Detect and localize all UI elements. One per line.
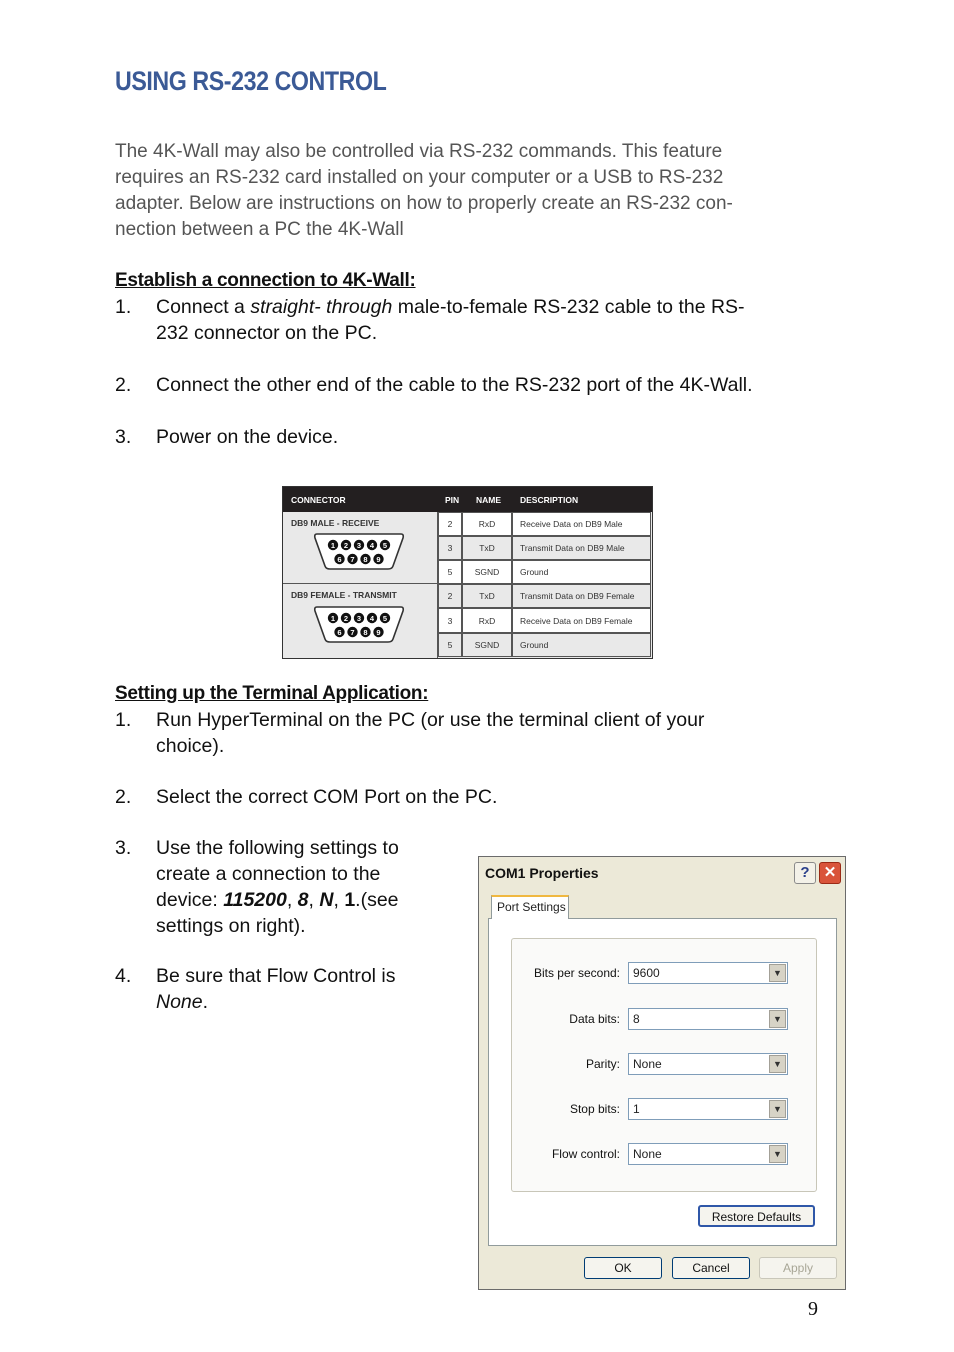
name-cell: RxD [462, 512, 512, 536]
description-cell: Receive Data on DB9 Female [512, 608, 651, 633]
page-title: USING RS-232 CONTROL [115, 66, 387, 96]
dialog-title: COM1 Properties [485, 865, 599, 881]
chevron-down-icon[interactable]: ▼ [769, 1010, 786, 1028]
setting-stop-bits: 1 [344, 889, 356, 911]
list-text: Power on the device. [156, 426, 339, 448]
list-item [115, 424, 835, 450]
pin-number: 9 [376, 628, 381, 637]
field-label: Parity: [585, 1057, 620, 1071]
field-label: Stop bits: [569, 1102, 620, 1116]
name-cell: TxD [462, 584, 512, 608]
field-label: Bits per second: [533, 966, 620, 980]
stop-bits-select[interactable] [628, 1098, 788, 1120]
list-text: Use the following settings to [156, 837, 399, 859]
list-text: settings on right). [156, 915, 306, 937]
select-value: 8 [633, 1012, 640, 1026]
intro-line: requires an RS-232 card installed on your computer or a USB to RS-232 [115, 167, 724, 188]
header-pin: PIN [445, 495, 460, 505]
list-text: 232 connector on the PC. [156, 322, 378, 344]
pin-number: 7 [350, 555, 355, 564]
select-value: None [633, 1057, 662, 1071]
list-text: Be sure that Flow Control is [156, 965, 396, 987]
emphasis: None [156, 991, 203, 1013]
pin-number: 2 [343, 614, 349, 623]
pin-number: 3 [356, 541, 362, 550]
connector-label-female: DB9 FEMALE - TRANSMIT [291, 590, 397, 600]
db9-female-connector-icon [313, 604, 405, 644]
separator: , [308, 889, 320, 911]
field-label: Flow control: [551, 1147, 620, 1161]
list-item [115, 707, 835, 759]
name-cell: SGND [462, 560, 512, 584]
section-heading-connection: Establish a connection to 4K-Wall: [115, 270, 416, 291]
list-text-part: device: [156, 889, 224, 911]
list-item [115, 784, 835, 810]
list-number: 3. [115, 426, 132, 448]
pin-number: 6 [337, 628, 342, 637]
pin-cell: 5 [438, 560, 462, 584]
list-item [115, 963, 455, 1015]
select-value: 1 [633, 1102, 640, 1116]
pin-number: 5 [382, 541, 388, 550]
pin-number: 1 [330, 541, 336, 550]
pin-number: 4 [369, 541, 375, 550]
pin-number: 8 [363, 555, 368, 564]
header-connector: CONNECTOR [291, 495, 346, 505]
pin-number: 7 [350, 628, 355, 637]
list-number: 1. [115, 296, 132, 318]
list-item [115, 835, 455, 939]
emphasis: straight- through [250, 296, 393, 318]
description-cell: Transmit Data on DB9 Female [512, 584, 651, 608]
name-cell: RxD [462, 608, 512, 633]
data-bits-select[interactable] [628, 1008, 788, 1030]
bits-per-second-select[interactable] [628, 962, 788, 984]
tab-port-settings[interactable]: Port Settings [491, 895, 569, 919]
settings-group [511, 938, 817, 1192]
pin-number: 8 [363, 628, 368, 637]
list-text [156, 887, 399, 913]
list-text: Connect the other end of the cable to the RS-232 port of the 4K-Wall. [156, 374, 753, 396]
setting-data-bits: 8 [297, 889, 309, 911]
pin-number: 1 [330, 614, 336, 623]
pin-number: 4 [369, 614, 375, 623]
intro-line: adapter. Below are instructions on how to properly create an RS-232 con- [115, 193, 733, 214]
pin-number: 9 [376, 555, 381, 564]
select-value: None [633, 1147, 662, 1161]
name-cell: SGND [462, 633, 512, 657]
close-button[interactable]: ✕ [819, 862, 841, 884]
header-description: DESCRIPTION [520, 495, 579, 505]
list-item [115, 372, 835, 398]
restore-defaults-button[interactable]: Restore Defaults [698, 1205, 815, 1227]
list-text-part: Connect a [156, 296, 251, 318]
db9-male-connector-icon [313, 531, 405, 571]
parity-select[interactable] [628, 1053, 788, 1075]
header-name: NAME [476, 495, 502, 505]
name-cell: TxD [462, 536, 512, 560]
pin-cell: 3 [438, 608, 462, 633]
cancel-button[interactable]: Cancel [672, 1257, 750, 1279]
pin-number: 5 [382, 614, 388, 623]
pin-cell: 3 [438, 536, 462, 560]
description-cell: Ground [512, 633, 651, 657]
intro-paragraph [115, 139, 733, 243]
list-number: 1. [115, 709, 132, 731]
description-cell: Receive Data on DB9 Male [512, 512, 651, 536]
flow-control-select[interactable] [628, 1143, 788, 1165]
separator: , [333, 889, 345, 911]
intro-line: The 4K-Wall may also be controlled via RS-232 commands. This feature [115, 141, 723, 162]
separator: , [286, 889, 298, 911]
tab-panel [488, 918, 837, 1246]
list-number: 2. [115, 786, 132, 808]
list-text: create a connection to the [156, 863, 381, 885]
connector-label-male: DB9 MALE - RECEIVE [291, 518, 380, 528]
field-label: Data bits: [569, 1012, 620, 1026]
ok-button[interactable]: OK [584, 1257, 662, 1279]
setting-baud: 115200 [223, 889, 287, 911]
list-number: 2. [115, 374, 132, 396]
list-text: Select the correct COM Port on the PC. [156, 786, 498, 808]
list-text: choice). [156, 735, 225, 757]
page-number: 9 [808, 1298, 818, 1320]
intro-line: nection between a PC the 4K-Wall [115, 219, 404, 240]
com1-properties-dialog [478, 856, 846, 1290]
list-text: Run HyperTerminal on the PC (or use the terminal client of your [156, 709, 705, 731]
description-cell: Transmit Data on DB9 Male [512, 536, 651, 560]
pin-number: 3 [356, 614, 362, 623]
pin-cell: 2 [438, 584, 462, 608]
select-value: 9600 [633, 966, 660, 980]
chevron-down-icon[interactable]: ▼ [769, 1055, 786, 1073]
chevron-down-icon[interactable]: ▼ [769, 1100, 786, 1118]
list-text-part: . [202, 991, 209, 1013]
group-divider [283, 583, 438, 584]
pin-cell: 2 [438, 512, 462, 536]
list-number: 4. [115, 965, 132, 987]
help-button[interactable]: ? [794, 862, 816, 884]
list-text [156, 989, 208, 1015]
apply-button[interactable]: Apply [759, 1257, 837, 1279]
description-cell: Ground [512, 560, 651, 584]
pin-cell: 5 [438, 633, 462, 657]
list-text [156, 294, 745, 320]
pin-table-header [283, 487, 652, 512]
list-text-part: .(see [355, 889, 399, 911]
pin-number: 6 [337, 555, 342, 564]
chevron-down-icon[interactable]: ▼ [769, 1145, 786, 1163]
setting-parity: N [319, 889, 334, 911]
list-number: 3. [115, 837, 132, 859]
pin-number: 2 [343, 541, 349, 550]
list-item [115, 294, 835, 346]
section-heading-terminal: Setting up the Terminal Application: [115, 683, 429, 704]
pin-table [282, 486, 653, 659]
chevron-down-icon[interactable]: ▼ [769, 964, 786, 982]
list-text-part: male-to-female RS-232 cable to the RS- [392, 296, 745, 318]
